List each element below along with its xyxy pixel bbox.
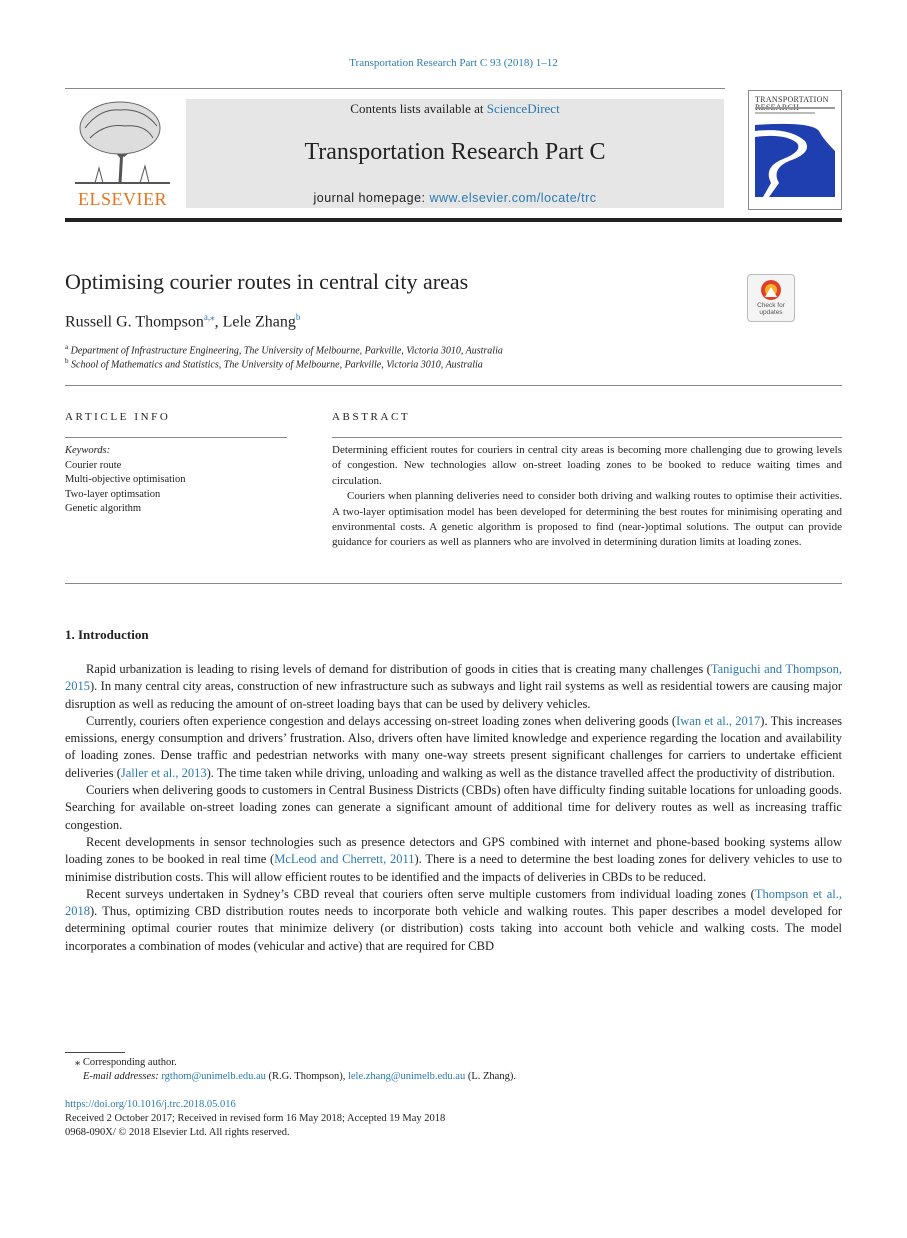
article-dates: Received 2 October 2017; Received in revised form 16 May 2018; Accepted 19 May 2018 xyxy=(65,1113,446,1124)
abstract-body xyxy=(332,443,842,551)
footnote-text: Corresponding author. xyxy=(80,1057,177,1068)
email-addresses xyxy=(83,1071,516,1082)
author-affil-link[interactable]: b xyxy=(295,312,301,322)
body-text-run: ). This increases emissions, energy consumption and drivers’ frustration. Also, drivers often have limited knowledge and experience regarding the location and availability of loading zones. Dense traffic and pedestrian networks with many one-way streets present significant challenges for carriers to undertake efficient deliveries ( xyxy=(65,713,843,780)
citation-link[interactable]: Jaller et al., 2013 xyxy=(120,765,207,780)
body-text-run: ). Thus, optimizing CBD distribution routes needs to incorporate both vehicle and walking routes. This paper describes a model developed for determining optimal courier routes that minimize delivery (or distribution) costs taking into account both vehicle and walking costs. The model incorporates a combination of modes (vehicular and active) that are required for CBD xyxy=(65,904,842,953)
citation-link[interactable]: Iwan et al., 2017 xyxy=(676,713,761,728)
body-paragraph xyxy=(65,713,842,782)
body-text-run: Rapid urbanization is leading to rising levels of demand for distribution of goods in cities that is creating many challenges ( xyxy=(86,662,711,676)
section-heading: 1. Introduction xyxy=(65,627,149,642)
journal-name: Transportation Research Part C xyxy=(304,139,606,165)
abstract-bottom-rule xyxy=(65,583,842,584)
journal-cover[interactable] xyxy=(748,90,842,210)
check-for-updates-badge[interactable] xyxy=(747,274,795,322)
footnote-rule xyxy=(65,1052,125,1053)
affiliation-text: School of Mathematics and Statistics, The University of Melbourne, Parkville, Victoria 3010, Australia xyxy=(71,359,483,371)
author-list xyxy=(65,312,300,331)
abstract-rule xyxy=(332,437,842,438)
cover-road-icon xyxy=(749,91,841,209)
body-text-run: ). There is a need to determine the best loading zones for delivery vehicles to use to minimise distribution costs. This will allow efficient routes to be identified and the impacts of deliveries in CBDs to be reduced. xyxy=(65,852,843,884)
body-paragraph xyxy=(65,886,842,955)
body-text-run: Currently, couriers often experience congestion and delays accessing on-street loading zones when delivering goods ( xyxy=(86,713,677,728)
contents-prefix: Contents lists available at xyxy=(350,101,487,116)
keyword-item: Courier route xyxy=(65,459,122,471)
author-name: Russell G. Thompson xyxy=(65,313,204,331)
check-updates-icon xyxy=(748,277,794,305)
elsevier-logo xyxy=(65,98,180,210)
affiliation-text: Department of Infrastructure Engineering, The University of Melbourne, Parkville, Victoria 3010, Australia xyxy=(70,345,503,357)
keywords-label: Keywords: xyxy=(65,445,111,456)
author-name: Lele Zhang xyxy=(222,313,296,331)
sciencedirect-link[interactable]: ScienceDirect xyxy=(486,101,560,116)
header-rule xyxy=(65,88,725,89)
abstract-paragraph: Determining efficient routes for couriers in central city areas is becoming more challenging due to growing levels of congestion. New technologies allow on-street loading zones to be booked to reduce waiting times and circulation. xyxy=(332,444,842,487)
email-owner: (L. Zhang). xyxy=(465,1071,516,1082)
journal-citation[interactable]: Transportation Research Part C 93 (2018) 1–12 xyxy=(349,57,558,69)
abstract-paragraph: Couriers when planning deliveries need to consider both driving and walking routes to optimise their activities. A two-layer optimisation model has been developed for determining the best routes for minimising operating and environmental costs. A genetic algorithm is proposed to find (near-)optimal solutions. The output can provide guidance for couriers as well as planners who are involved in determining duration limits at loading zones. xyxy=(332,490,842,549)
citation-link[interactable]: Taniguchi and Thompson, 2015 xyxy=(65,662,842,694)
journal-banner xyxy=(186,99,724,208)
article-info-heading: ARTICLE INFO xyxy=(65,411,171,423)
cover-title: TRANSPORTATION xyxy=(755,95,829,104)
author-separator: , xyxy=(214,313,223,331)
elsevier-tree-icon xyxy=(65,98,180,186)
section-body xyxy=(65,661,842,955)
email-label: E-mail addresses: xyxy=(83,1071,162,1082)
keyword-item: Multi-objective optimisation xyxy=(65,474,186,486)
title-block-rule xyxy=(65,385,842,386)
badge-label: Check for updates xyxy=(757,302,785,316)
author-affil-link[interactable]: a,⁎ xyxy=(203,312,215,322)
doi-link[interactable]: https://doi.org/10.1016/j.trc.2018.05.016 xyxy=(65,1099,236,1110)
contents-line xyxy=(186,101,724,117)
email-link[interactable]: lele.zhang@unimelb.edu.au xyxy=(347,1071,466,1082)
keywords-block xyxy=(65,444,185,517)
body-paragraph: Couriers when delivering goods to customers in Central Business Districts (CBDs) often have difficulty finding suitable locations for unloading goods. Searching for available on-street loading zones can generate a significant amount of additional time for delivery routes as well as increasing traffic congestion. xyxy=(65,783,842,832)
homepage-prefix: journal homepage: xyxy=(313,191,430,205)
citation-link[interactable]: Thompson et al., 2018 xyxy=(65,886,842,919)
header-thick-rule xyxy=(65,218,842,222)
body-text-run: ). In many central city areas, construction of new infrastructure such as subways and light rail systems as well as residential towers are causing major disruption as well as reducing the amount of on-street loading bays that can be used by delivery vehicles. xyxy=(65,679,842,711)
corresponding-author-note xyxy=(75,1056,177,1068)
affiliation-a xyxy=(65,343,503,356)
body-text-run: ). The time taken while driving, unloading and walking as well as the distance travelled affect the productivity of distribution. xyxy=(206,765,836,780)
keyword-item: Two-layer optimsation xyxy=(65,488,161,500)
copyright-line: 0968-090X/ © 2018 Elsevier Ltd. All rights reserved. xyxy=(65,1127,290,1138)
email-owner: (R.G. Thompson), xyxy=(265,1071,348,1082)
keyword-item: Genetic algorithm xyxy=(65,503,142,515)
article-info-rule xyxy=(65,437,287,438)
elsevier-wordmark: ELSEVIER xyxy=(78,189,167,209)
abstract-heading: ABSTRACT xyxy=(332,411,411,423)
citation-link[interactable]: McLeod and Cherrett, 2011 xyxy=(274,852,415,867)
email-link[interactable]: rgthom@unimelb.edu.au xyxy=(161,1071,266,1082)
body-text-run: Recent developments in sensor technologies such as presence detectors and GPS combined with internet and phone-based booking systems allow loading zones to be booked in real time ( xyxy=(65,834,842,867)
body-paragraph xyxy=(65,661,842,713)
homepage-line xyxy=(186,191,724,205)
body-paragraph xyxy=(65,834,842,886)
affiliation-mark: a xyxy=(65,343,69,351)
homepage-link[interactable]: www.elsevier.com/locate/trc xyxy=(429,191,597,205)
affiliation-b xyxy=(65,357,483,370)
footnote-mark: ⁎ xyxy=(75,1057,81,1068)
affiliation-mark: b xyxy=(65,357,69,365)
body-text-run: Recent surveys undertaken in Sydney’s CBD reveal that couriers often serve multiple customers from individual loading zones ( xyxy=(86,886,755,901)
article-title: Optimising courier routes in central city areas xyxy=(65,269,469,294)
